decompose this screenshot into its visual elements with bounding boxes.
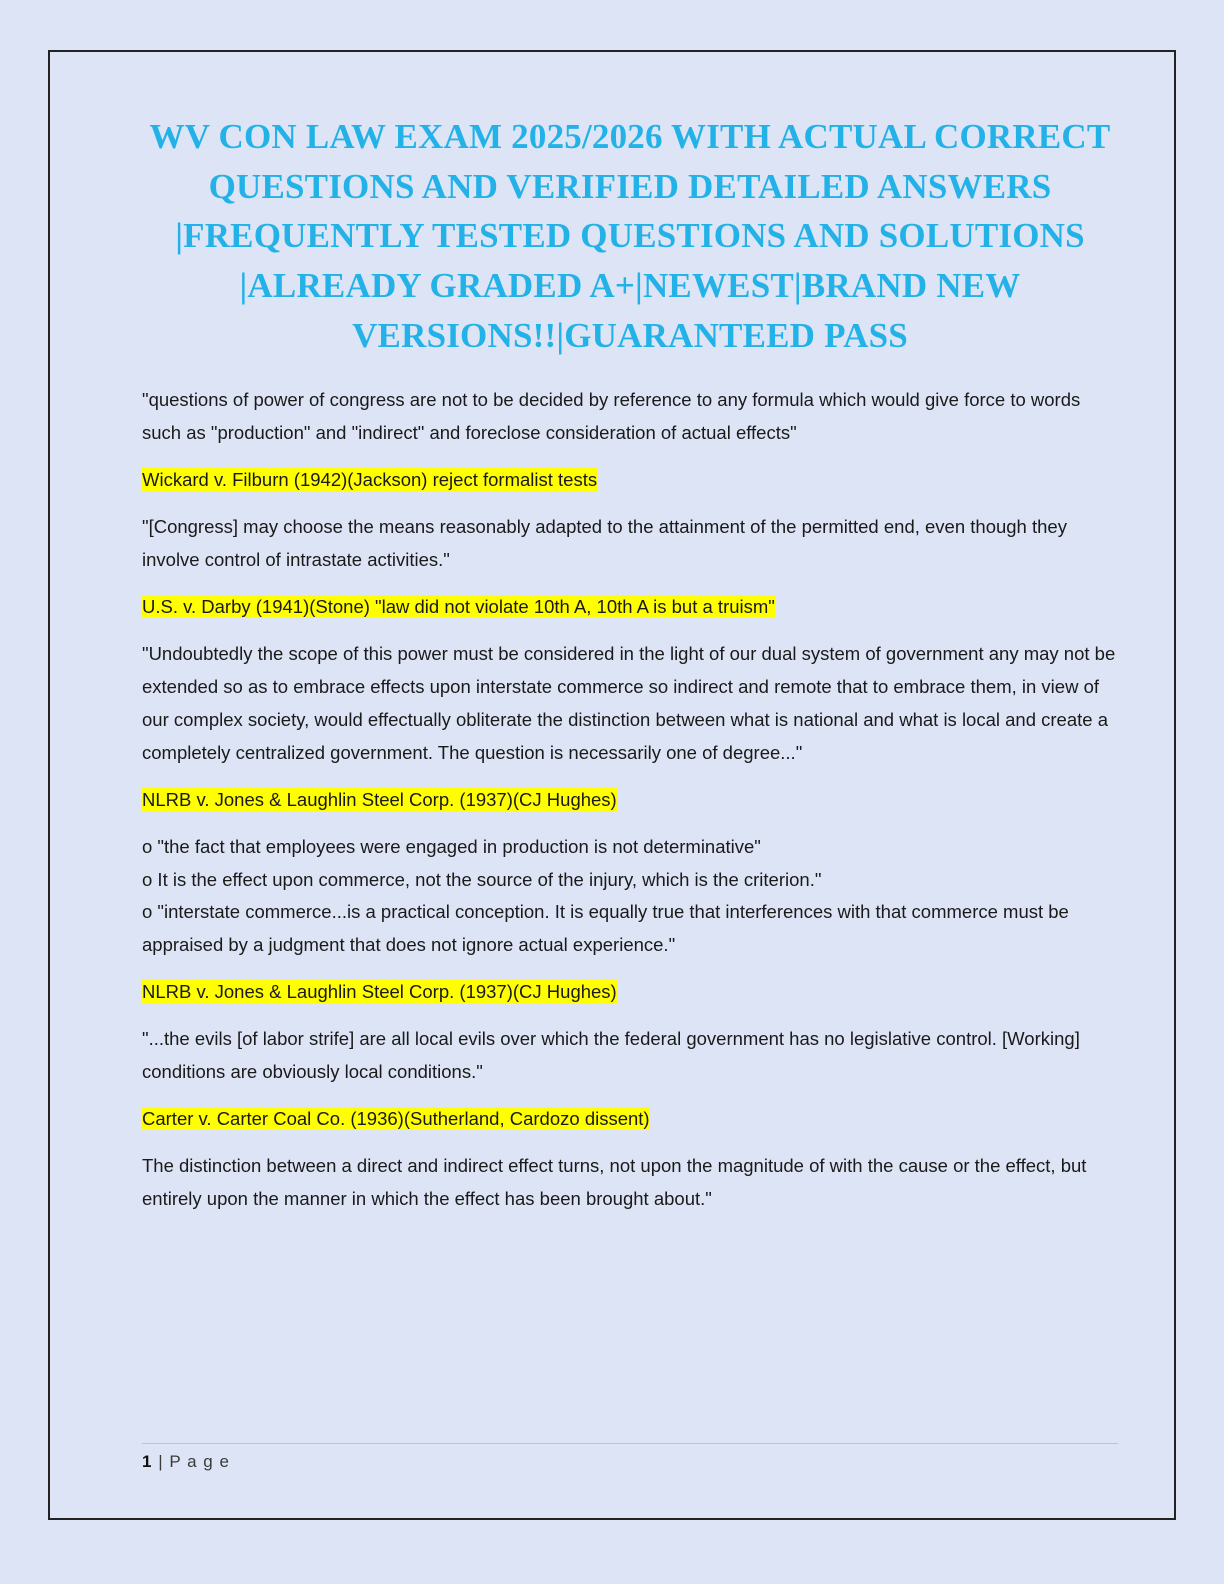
highlight-case-5 (142, 1103, 1118, 1136)
footer-page-label: P a g e (169, 1452, 230, 1471)
quote-paragraph-3: "Undoubtedly the scope of this power must be considered in the light of our dual system of government any may not be extended so as to embrace effects upon interstate commerce so indirect and remote that to embrace them, in view of our complex society, would effectually obliterate the distinction between what is national and what is local and create a completely centralized government. The question is necessarily one of degree..." (142, 642, 1116, 763)
footer-separator: | (158, 1452, 164, 1471)
footer-page-number: 1 (142, 1452, 153, 1471)
page-content (50, 52, 1174, 1216)
list-item: o "the fact that employees were engaged in production is not determinative" (142, 835, 761, 857)
page-title: WV CON LAW EXAM 2025/2026 WITH ACTUAL CORRECT QUESTIONS AND VERIFIED DETAILED ANSWERS |FREQUENTLY TESTED QUESTIONS AND SOLUTIONS |ALREADY GRADED A+|NEWEST|BRAND NEW VERSIONS!!|GUARANTEED PASS (149, 117, 1111, 355)
footer-page-indicator (142, 1452, 1118, 1472)
bullet-list (142, 831, 1118, 963)
highlight-text: Carter v. Carter Coal Co. (1936)(Sutherland, Cardozo dissent) (142, 1108, 650, 1130)
quote-paragraph-5: The distinction between a direct and indirect effect turns, not upon the magnitude of with the cause or the effect, but entirely upon the manner in which the effect has been brought about." (142, 1154, 1087, 1209)
highlight-text: NLRB v. Jones & Laughlin Steel Corp. (1937)(CJ Hughes) (142, 788, 617, 810)
quote-paragraph-1: "questions of power of congress are not to be decided by reference to any formula which would give force to words such as "production" and "indirect" and foreclose consideration of actual effects" (142, 389, 1081, 444)
list-item: o It is the effect upon commerce, not the source of the injury, which is the criterion." (142, 868, 822, 890)
quote-paragraph-2: "[Congress] may choose the means reasonably adapted to the attainment of the permitted end, even though they involve control of intrastate activities." (142, 516, 1067, 571)
list-item: o "interstate commerce...is a practical conception. It is equally true that interferences with that commerce must be appraised by a judgment that does not ignore actual experience." (142, 901, 1069, 956)
highlight-text: Wickard v. Filburn (1942)(Jackson) reject formalist tests (142, 469, 598, 491)
highlight-case-1 (142, 464, 1118, 497)
document-page (48, 50, 1176, 1520)
highlight-case-4 (142, 976, 1118, 1009)
quote-paragraph-4: "...the evils [of labor strife] are all local evils over which the federal government has no legislative control. [Working] conditions are obviously local conditions." (142, 1028, 1080, 1083)
highlight-case-3 (142, 784, 1118, 817)
page-footer (142, 1443, 1118, 1472)
highlight-text: U.S. v. Darby (1941)(Stone) "law did not violate 10th A, 10th A is but a truism" (142, 596, 775, 618)
highlight-text: NLRB v. Jones & Laughlin Steel Corp. (1937)(CJ Hughes) (142, 981, 617, 1003)
highlight-case-2 (142, 591, 1118, 624)
